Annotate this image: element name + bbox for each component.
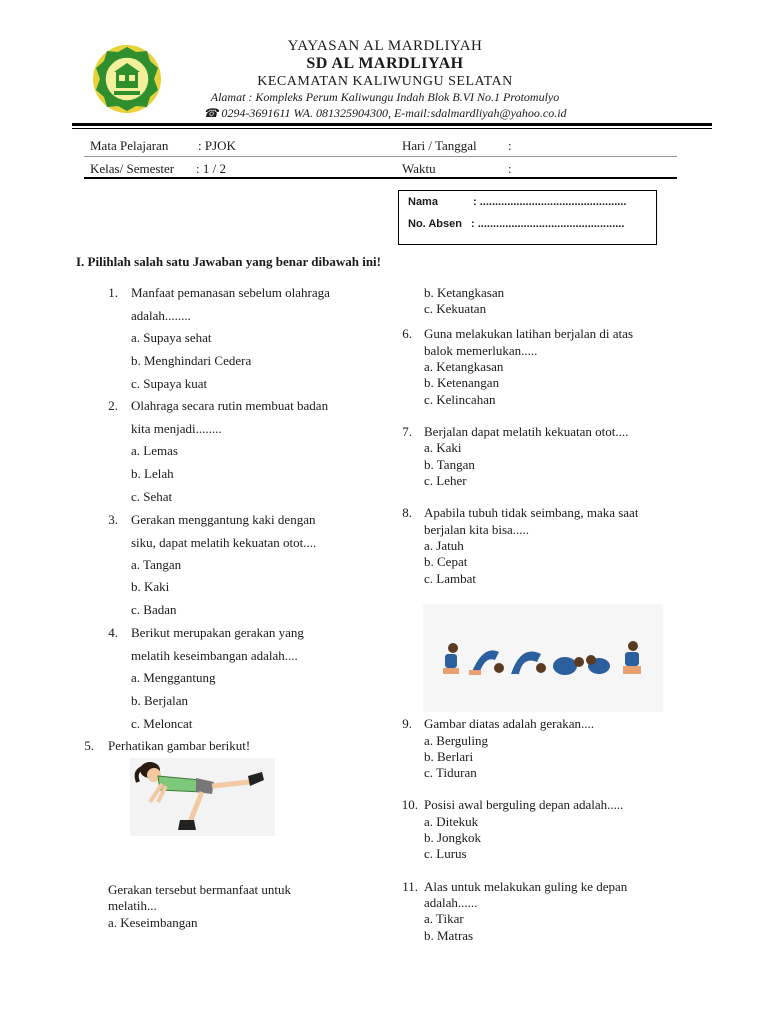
question-text-cont: kita menjadi........ — [131, 421, 222, 436]
option-a: a. Jatuh — [424, 538, 464, 553]
question-text: Perhatikan gambar berikut! — [108, 738, 251, 753]
option-a: a. Tangan — [131, 557, 182, 572]
question-number: 4. — [108, 625, 118, 640]
option-b: b. Cepat — [424, 554, 468, 569]
question-text: Posisi awal berguling depan adalah..... — [424, 797, 624, 812]
time-value: : — [508, 161, 512, 176]
option-a: a. Kaki — [424, 440, 462, 455]
question-number: 2. — [108, 398, 118, 413]
class-semester-value: : 1 / 2 — [196, 161, 226, 176]
date-value: : — [508, 138, 512, 153]
question-text-cont: adalah........ — [131, 308, 191, 323]
school-name: SD AL MARDLIYAH — [306, 55, 464, 72]
option-c: c. Supaya kuat — [131, 376, 208, 391]
option-c: c. Sehat — [131, 489, 173, 504]
question-text-cont: Gerakan tersebut bermanfaat untuk — [108, 882, 292, 897]
question-text: Guna melakukan latihan berjalan di atas — [424, 326, 634, 341]
option-c: c. Lurus — [424, 846, 467, 861]
option-b: b. Berlari — [424, 749, 474, 764]
date-label: Hari / Tanggal — [402, 138, 477, 153]
option-b: b. Kaki — [131, 579, 170, 594]
question-text: Gambar diatas adalah gerakan.... — [424, 716, 595, 731]
question-number: 8. — [402, 505, 412, 520]
option-a: a. Ketangkasan — [424, 359, 504, 374]
option-b: b. Menghindari Cedera — [131, 353, 252, 368]
question-text-cont: melatih keseimbangan adalah.... — [131, 648, 298, 663]
school-contact: ☎ 0294-3691611 WA. 081325904300, E-mail:sdalmardliyah@yahoo.co.id — [203, 106, 567, 120]
question-number: 6. — [402, 326, 412, 341]
option-c: c. Kelincahan — [424, 392, 496, 407]
question-text: Berikut merupakan gerakan yang — [131, 625, 304, 640]
student-identity-box — [398, 190, 657, 245]
option-b: b. Matras — [424, 928, 474, 943]
option-a: a. Lemas — [131, 443, 178, 458]
question-text: Alas untuk melakukan guling ke depan — [424, 879, 628, 894]
time-label: Waktu — [402, 161, 436, 176]
question-number: 1. — [108, 285, 118, 300]
option-c: c. Tiduran — [424, 765, 477, 780]
absence-number-field[interactable]: : ................................................ — [471, 218, 625, 230]
balance-pose-illustration — [130, 758, 275, 836]
name-label: Nama — [408, 196, 438, 208]
district-name: KECAMATAN KALIWUNGU SELATAN — [257, 74, 513, 89]
option-c: c. Leher — [424, 473, 467, 488]
option-b: b. Tangan — [424, 457, 475, 472]
name-field[interactable]: : ................................................ — [473, 196, 627, 208]
option-a: a. Tikar — [424, 911, 464, 926]
question-number: 9. — [402, 716, 412, 731]
option-b: b. Ketenangan — [424, 375, 500, 390]
question-text: Manfaat pemanasan sebelum olahraga — [131, 285, 330, 300]
school-logo — [92, 44, 162, 114]
question-text-cont: balok memerlukan..... — [424, 343, 538, 358]
forward-roll-illustration — [423, 604, 663, 712]
question-text-cont: siku, dapat melatih kekuatan otot.... — [131, 535, 317, 550]
option-a: a. Keseimbangan — [108, 915, 198, 930]
header-divider-thick — [72, 123, 712, 126]
absence-number-label: No. Absen — [408, 218, 462, 230]
question-text-cont-2: melatih... — [108, 898, 157, 913]
question-text: Apabila tubuh tidak seimbang, maka saat — [424, 505, 639, 520]
option-a: a. Menggantung — [131, 670, 216, 685]
question-text: Gerakan menggantung kaki dengan — [131, 512, 316, 527]
subject-value: : PJOK — [198, 138, 236, 153]
option-c: c. Badan — [131, 602, 177, 617]
option-a: a. Supaya sehat — [131, 330, 212, 345]
subject-label: Mata Pelajaran — [90, 138, 169, 153]
option-c: c. Kekuatan — [424, 301, 487, 316]
option-c: c. Lambat — [424, 571, 476, 586]
class-semester-label: Kelas/ Semester — [90, 161, 175, 176]
section-instruction: I. Pilihlah salah satu Jawaban yang benar dibawah ini! — [76, 254, 381, 269]
question-text: Berjalan dapat melatih kekuatan otot.... — [424, 424, 629, 439]
option-b: b. Ketangkasan — [424, 285, 505, 300]
option-b: b. Berjalan — [131, 693, 189, 708]
option-b: b. Lelah — [131, 466, 174, 481]
question-text: Olahraga secara rutin membuat badan — [131, 398, 329, 413]
question-number: 7. — [402, 424, 412, 439]
question-number: 3. — [108, 512, 118, 527]
option-a: a. Ditekuk — [424, 814, 479, 829]
foundation-name: YAYASAN AL MARDLIYAH — [287, 38, 483, 54]
header-divider-thin — [72, 128, 712, 129]
info-bottom-divider — [84, 177, 677, 179]
question-text-cont: berjalan kita bisa..... — [424, 522, 530, 537]
option-a: a. Berguling — [424, 733, 489, 748]
question-number: 11. — [402, 879, 418, 894]
info-row-divider — [84, 156, 677, 157]
option-c: c. Meloncat — [131, 716, 193, 731]
question-number: 10. — [401, 797, 418, 812]
option-b: b. Jongkok — [424, 830, 482, 845]
school-address: Alamat : Kompleks Perum Kaliwungu Indah Blok B.VI No.1 Protomulyo — [210, 90, 560, 104]
question-number: 5. — [84, 738, 94, 753]
question-text-cont: adalah...... — [424, 895, 478, 910]
